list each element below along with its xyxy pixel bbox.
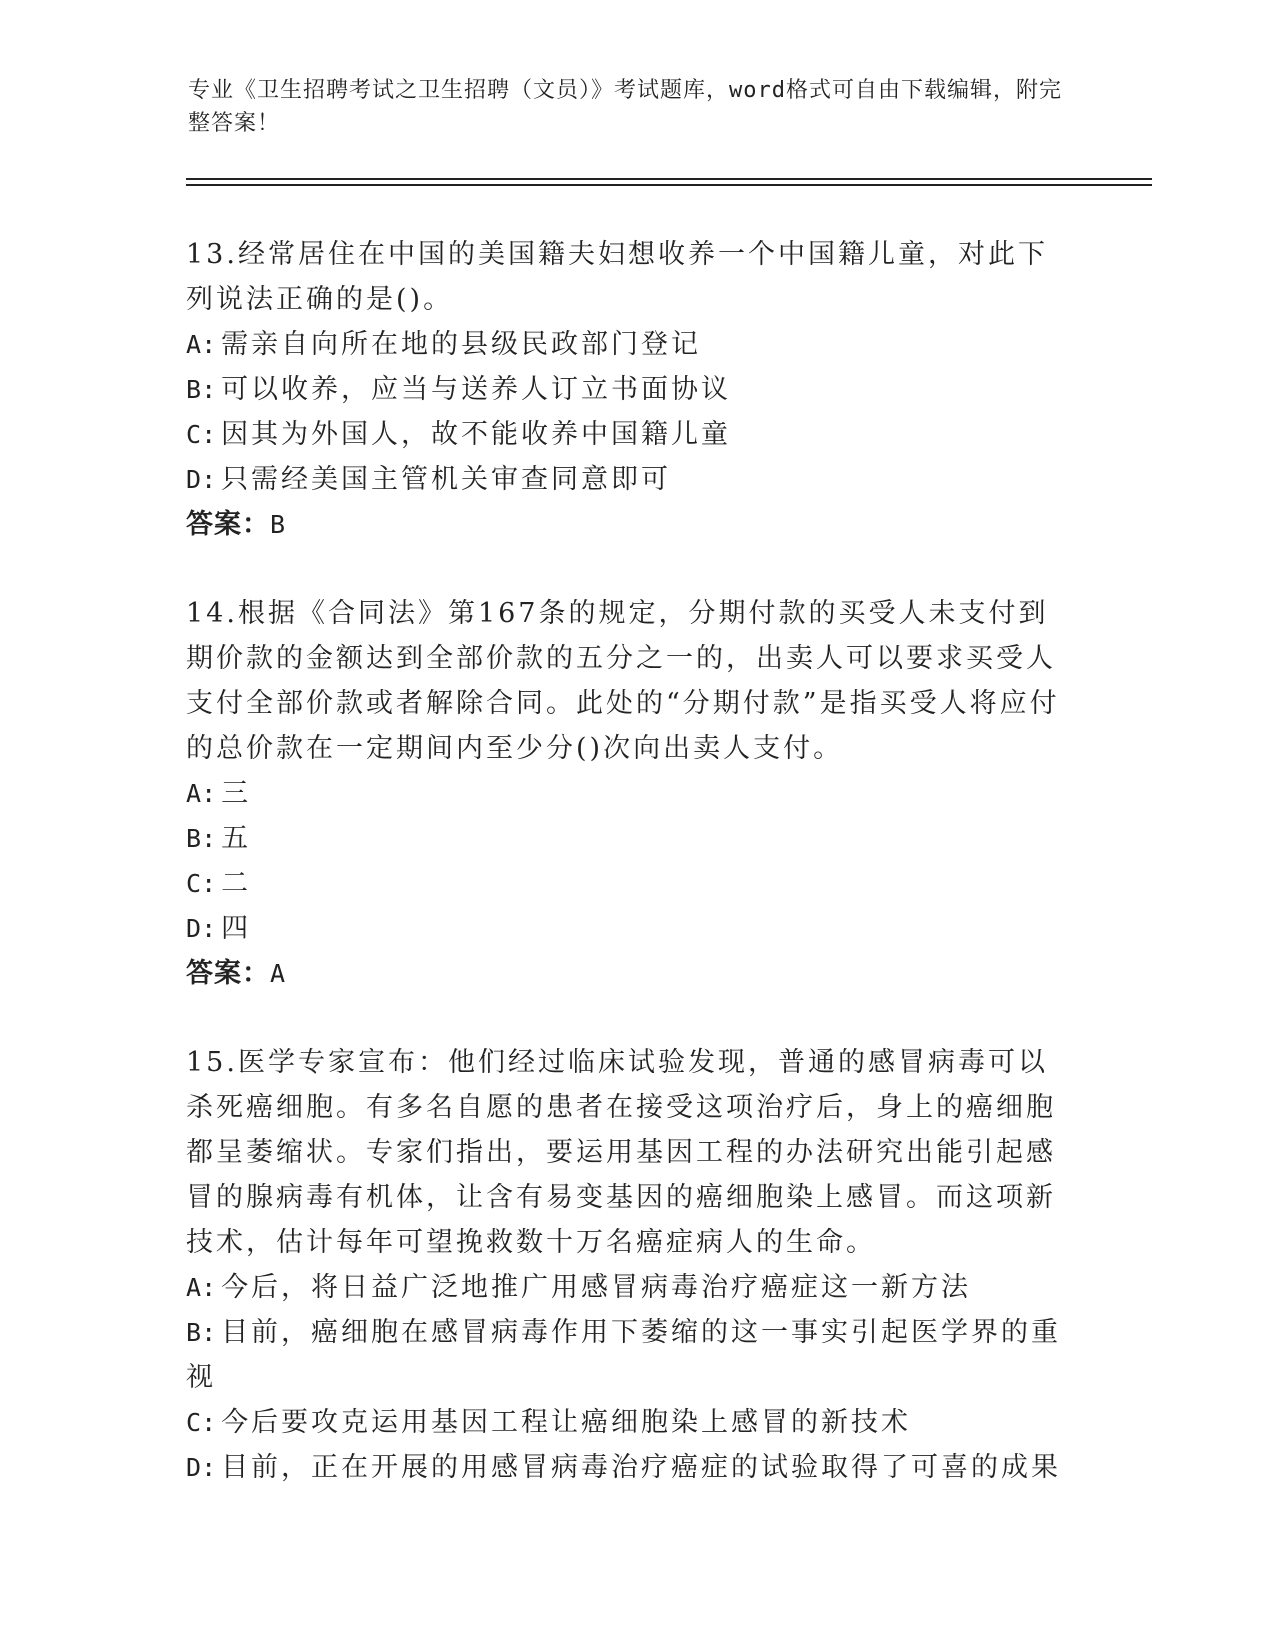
option-separator: : xyxy=(201,869,217,898)
answer-line xyxy=(186,502,1076,547)
option-text: 五 xyxy=(221,823,252,854)
option-a xyxy=(186,771,1076,816)
option-text: 三 xyxy=(221,778,252,809)
question-stem: 13.经常居住在中国的美国籍夫妇想收养一个中国籍儿童，对此下列说法正确的是()。 xyxy=(186,239,1048,315)
answer-label: 答案： xyxy=(186,509,270,540)
option-separator: : xyxy=(201,914,217,943)
option-letter: C xyxy=(186,1408,202,1437)
option-text: 今后，将日益广泛地推广用感冒病毒治疗癌症这一新方法 xyxy=(221,1272,972,1303)
option-d xyxy=(186,1445,1076,1490)
option-separator: : xyxy=(201,1453,217,1482)
option-text: 只需经美国主管机关审查同意即可 xyxy=(221,464,672,495)
option-separator: : xyxy=(201,465,217,494)
option-c xyxy=(186,861,1076,906)
option-a xyxy=(186,1265,1076,1310)
option-c xyxy=(186,1400,1076,1445)
option-b xyxy=(186,1310,1076,1400)
option-text: 因其为外国人，故不能收养中国籍儿童 xyxy=(221,419,732,450)
header-divider-top xyxy=(186,178,1152,180)
option-letter: B xyxy=(186,824,202,853)
answer-label: 答案： xyxy=(186,958,270,989)
option-text: 可以收养，应当与送养人订立书面协议 xyxy=(221,374,732,405)
option-letter: D xyxy=(186,465,202,494)
option-a xyxy=(186,322,1076,367)
option-separator: : xyxy=(201,1408,217,1437)
option-letter: C xyxy=(186,420,202,449)
option-separator: : xyxy=(201,824,217,853)
answer-value: A xyxy=(270,959,287,988)
question-15 xyxy=(186,1040,1076,1490)
option-letter: A xyxy=(186,1273,202,1302)
option-b xyxy=(186,816,1076,861)
option-separator: : xyxy=(201,420,217,449)
option-letter: B xyxy=(186,1318,202,1347)
answer-value: B xyxy=(270,510,287,539)
option-separator: : xyxy=(201,779,217,808)
option-d xyxy=(186,457,1076,502)
option-separator: : xyxy=(201,1318,217,1347)
header-text: 专业《卫生招聘考试之卫生招聘（文员）》考试题库，word格式可自由下载编辑，附完整答案！ xyxy=(188,78,1062,136)
option-letter: C xyxy=(186,869,202,898)
option-separator: : xyxy=(201,375,217,404)
option-text: 需亲自向所在地的县级民政部门登记 xyxy=(221,329,702,360)
option-letter: B xyxy=(186,375,202,404)
option-text: 目前，正在开展的用感冒病毒治疗癌症的试验取得了可喜的成果 xyxy=(221,1452,1062,1483)
question-stem: 15.医学专家宣布：他们经过临床试验发现，普通的感冒病毒可以杀死癌细胞。有多名自愿的患者在接受这项治疗后，身上的癌细胞都呈萎缩状。专家们指出，要运用基因工程的办法研究出能引起感冒的腺病毒有机体，让含有易变基因的癌细胞染上感冒。而这项新技术，估计每年可望挽救数十万名癌症病人的生命。 xyxy=(186,1047,1056,1258)
header-divider-bottom xyxy=(186,184,1152,186)
question-13 xyxy=(186,232,1076,547)
option-text: 四 xyxy=(221,913,252,944)
option-text: 二 xyxy=(221,868,252,899)
question-stem: 14.根据《合同法》第167条的规定，分期付款的买受人未支付到期价款的金额达到全部价款的五分之一的，出卖人可以要求买受人支付全部价款或者解除合同。此处的“分期付款”是指买受人将应付的总价款在一定期间内至少分()次向出卖人支付。 xyxy=(186,598,1060,764)
option-text: 目前，癌细胞在感冒病毒作用下萎缩的这一事实引起医学界的重视 xyxy=(186,1317,1062,1393)
answer-line xyxy=(186,951,1076,996)
option-separator: : xyxy=(201,330,217,359)
option-letter: A xyxy=(186,330,202,359)
option-c xyxy=(186,412,1076,457)
option-letter: A xyxy=(186,779,202,808)
question-list xyxy=(186,232,1076,1534)
option-b xyxy=(186,367,1076,412)
option-letter: D xyxy=(186,914,202,943)
page-header xyxy=(188,74,1068,140)
option-text: 今后要攻克运用基因工程让癌细胞染上感冒的新技术 xyxy=(221,1407,912,1438)
option-letter: D xyxy=(186,1453,202,1482)
option-d xyxy=(186,906,1076,951)
question-14 xyxy=(186,591,1076,996)
option-separator: : xyxy=(201,1273,217,1302)
